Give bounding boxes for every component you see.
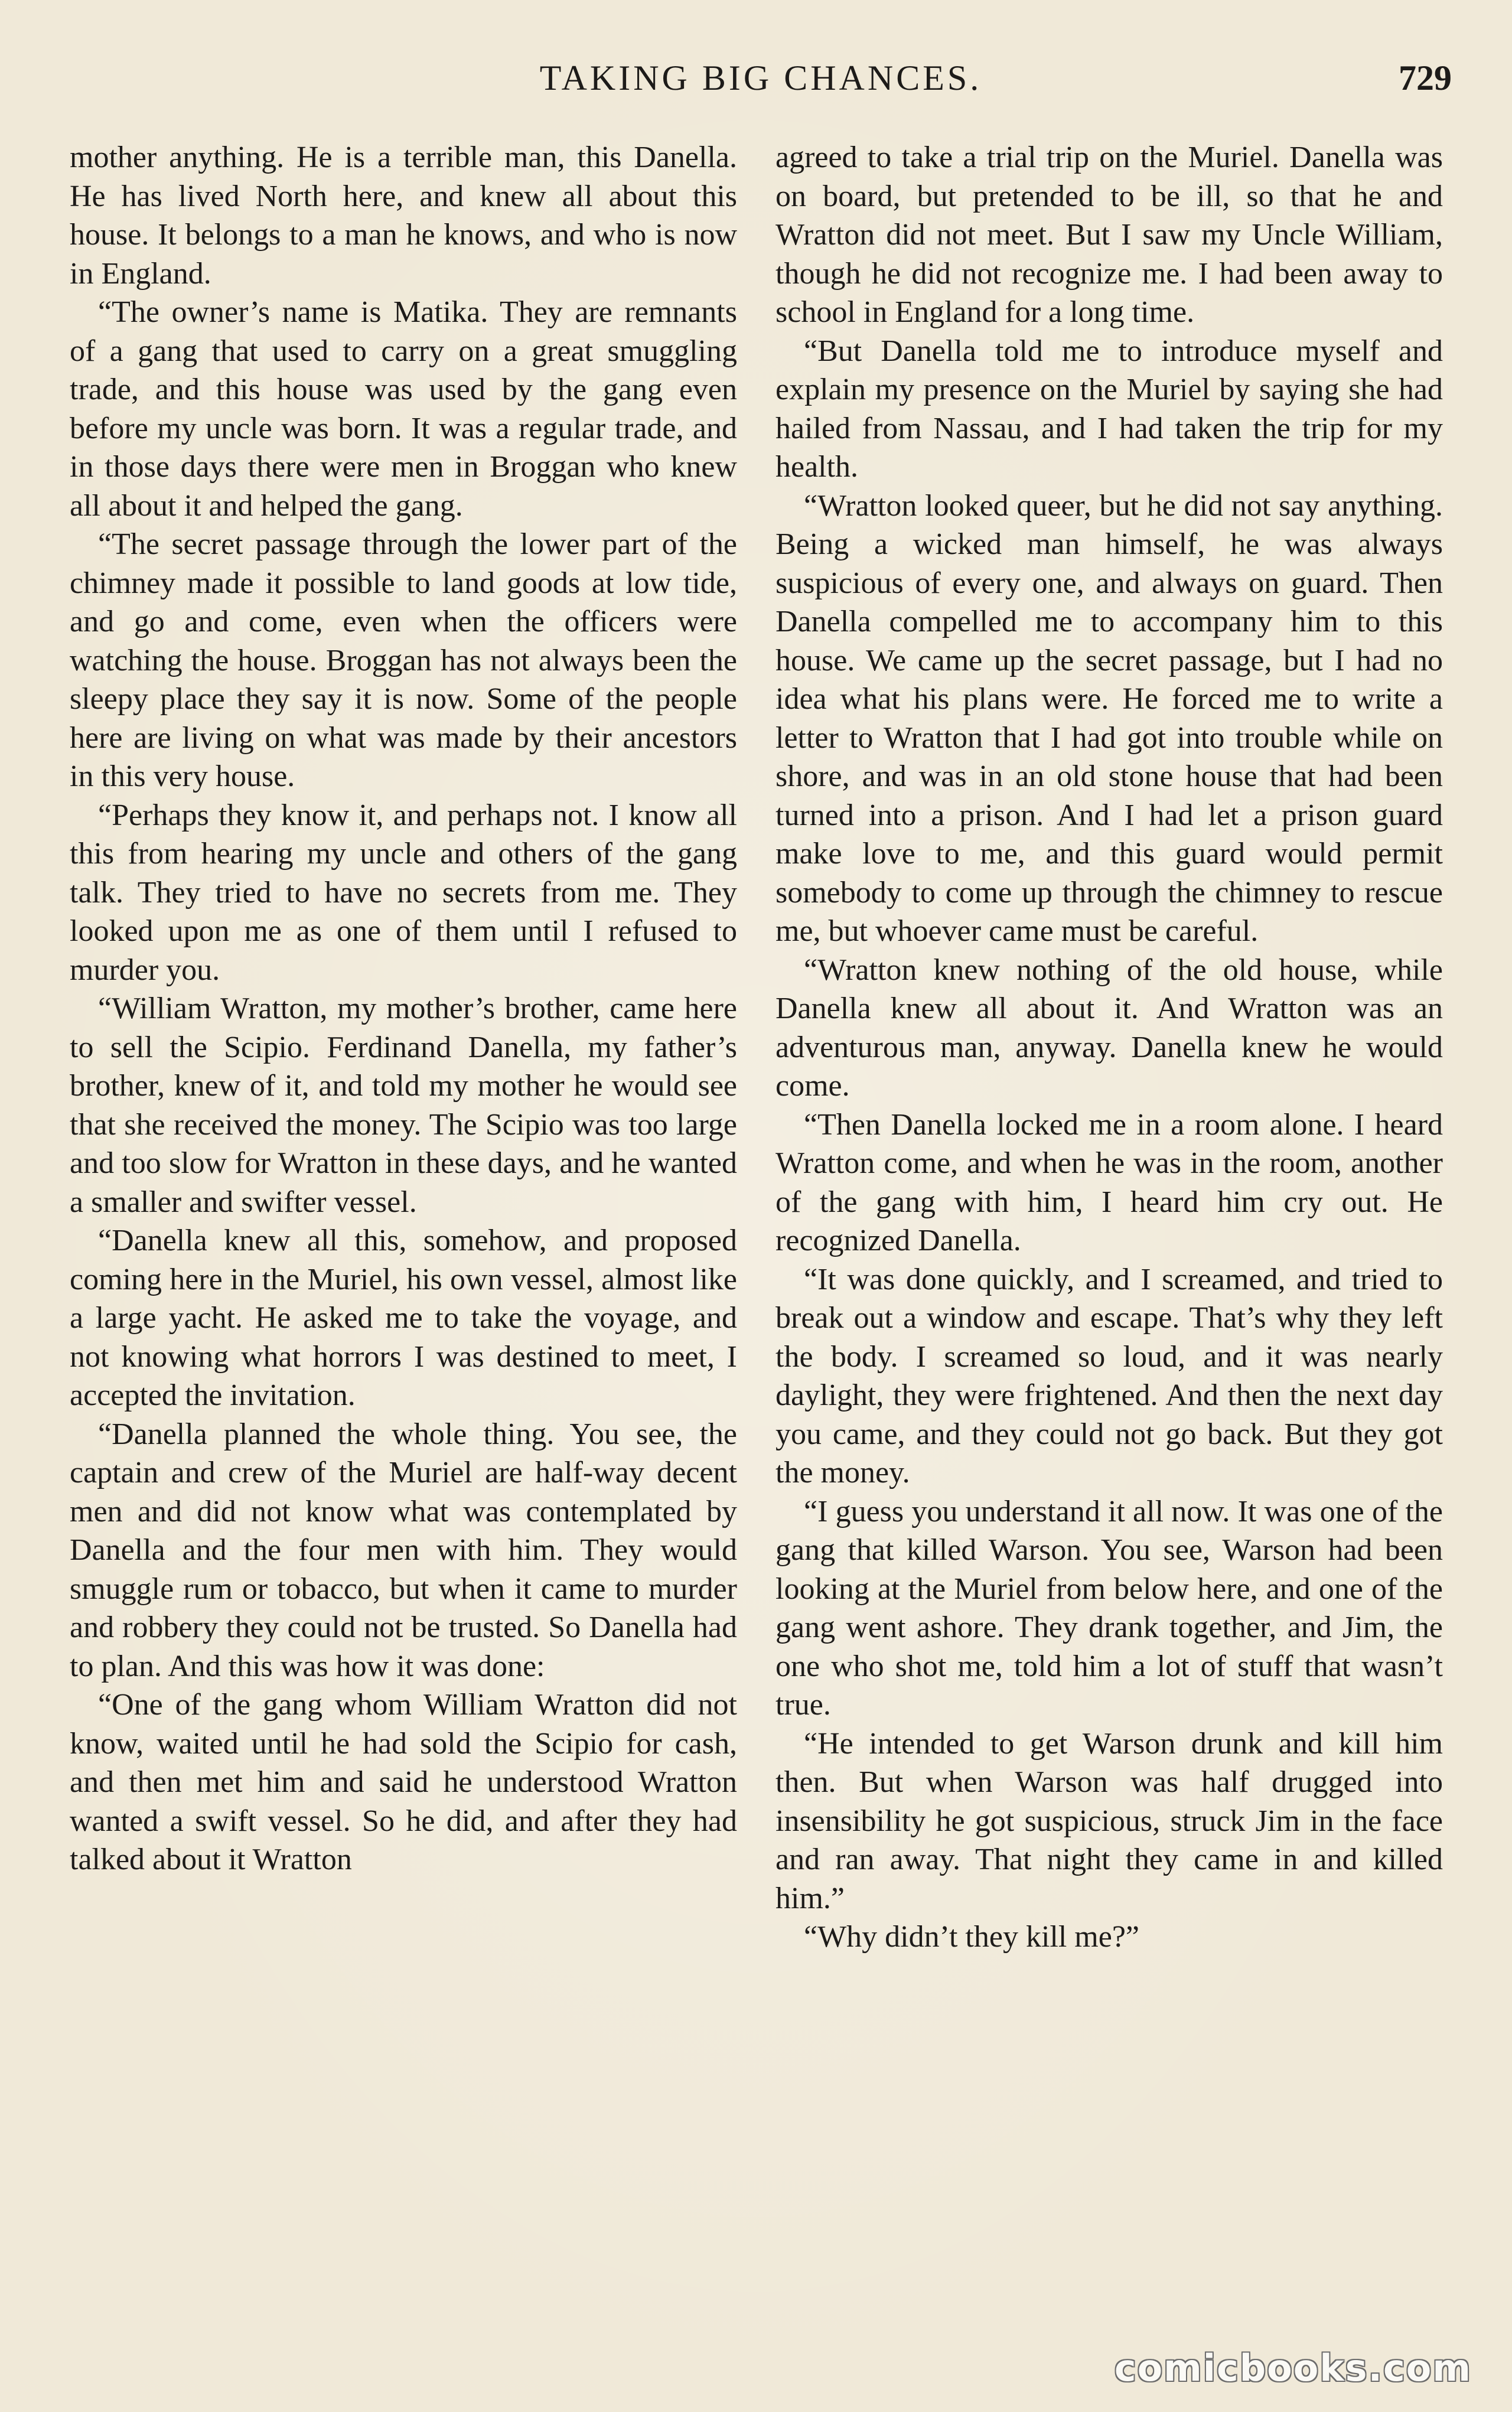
paragraph: “It was done quickly, and I screamed, and tried to break out a window and escape. That’s why they left the body. I screamed so loud, and it was nearly daylight, they were frightened. And then the next day you came, and they could not go back. But they got the money. [775, 1262, 1443, 1489]
watermark: comicbooks.com [1114, 2346, 1472, 2390]
paragraph: “One of the gang whom William Wratton did not know, waited until he had sold the Scipio for cash, and then met him and said he understood Wratton wanted a swift vessel. So he did, and after they had talked about it Wratton [70, 1688, 737, 1876]
paragraph: “Wratton knew nothing of the old house, while Danella knew all about it. And Wratton was an adventurous man, anyway. Danella knew he would come. [775, 953, 1443, 1103]
paragraph: “Wratton looked queer, but he did not say anything. Being a wicked man himself, he was always suspicious of every one, and always on guard. Then Danella compelled me to accompany him to this house. We came up the secret passage, but I had no idea what his plans were. He forced me to write a letter to Wratton that I had got into trouble while on shore, and was in an old stone house that had been turned into a prison. And I had let a prison guard make love to me, and this guard would permit somebody to come up through the chimney to rescue me, but whoever came must be careful. [775, 488, 1443, 948]
running-title: TAKING BIG CHANCES. [539, 58, 982, 97]
paragraph: “I guess you understand it all now. It was one of the gang that killed Warson. You see, Warson had been looking at the Muriel from below here, and one of the gang went ashore. They drank together, and Jim, the one who shot me, told him a lot of stuff that wasn’t true. [775, 1494, 1443, 1722]
paragraph: agreed to take a trial trip on the Muriel. Danella was on board, but pretended to be ill, so that he and Wratton did not meet. But I saw my Uncle William, though he did not recognize me. I had been away to school in England for a long time. [775, 141, 1443, 329]
right-column [775, 138, 1443, 1957]
paragraph: “He intended to get Warson drunk and kill him then. But when Warson was half drugged into insensibility he got suspicious, struck Jim in the face and ran away. That night they came in and killed him.” [775, 1726, 1443, 1915]
page-number: 729 [1399, 58, 1452, 97]
paragraph: “Then Danella locked me in a room alone. I heard Wratton come, and when he was in the room, another of the gang with him, I heard him cry out. He recognized Danella. [775, 1107, 1443, 1257]
paragraph: “The secret passage through the lower part of the chimney made it possible to land goods at low tide, and go and come, even when the officers were watching the house. Broggan has not always been the sleepy place they say it is now. Some of the people here are living on what was made by their ancestors in this very house. [70, 527, 737, 793]
running-head [70, 54, 1452, 102]
paragraph: “William Wratton, my mother’s brother, came here to sell the Scipio. Ferdinand Danella, my father’s brother, knew of it, and told my mother he would see that she received the money. The Scipio was too large and too slow for Wratton in these days, and he wanted a smaller and swifter vessel. [70, 992, 737, 1219]
paragraph: “But Danella told me to introduce myself and explain my presence on the Muriel by saying she had hailed from Nassau, and I had taken the trip for my health. [775, 334, 1443, 484]
left-column [70, 138, 737, 1879]
paragraph: “Why didn’t they kill me?” [804, 1920, 1139, 1954]
paragraph: “Danella planned the whole thing. You see, the captain and crew of the Muriel are half-way decent men and did not know what was contemplated by Danella and the four men with him. They would smuggle rum or tobacco, but when it came to murder and robbery they could not be trusted. So Danella had to plan. And this was how it was done: [70, 1417, 737, 1683]
paragraph: mother anything. He is a terrible man, this Danella. He has lived North here, and knew all about this house. It belongs to a man he knows, and who is now in England. [70, 141, 737, 291]
paragraph: “Danella knew all this, somehow, and proposed coming here in the Muriel, his own vessel, almost like a large yacht. He asked me to take the voyage, and not knowing what horrors I was destined to meet, I accepted the invitation. [70, 1224, 737, 1412]
paragraph: “Perhaps they know it, and perhaps not. I know all this from hearing my uncle and others of the gang talk. They tried to have no secrets from me. They looked upon me as one of them until I refused to murder you. [70, 798, 737, 987]
paragraph: “The owner’s name is Matika. They are remnants of a gang that used to carry on a great smuggling trade, and this house was used by the gang even before my uncle was born. It was a regular trade, and in those days there were men in Broggan who knew all about it and helped the gang. [70, 295, 737, 523]
